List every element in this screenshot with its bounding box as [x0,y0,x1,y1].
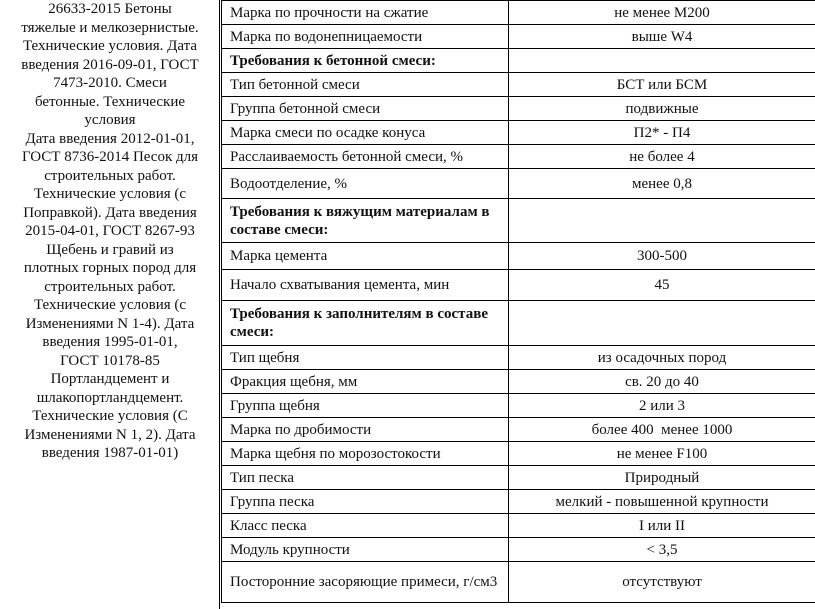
table-row [222,418,815,442]
table-row [222,73,815,97]
table-row [222,514,815,538]
table-row [222,370,815,394]
row-value: < 3,5 [509,538,815,562]
row-label: Группа щебня [222,394,509,418]
reference-standards-text: 26633-2015 Бетоны тяжелые и мелкозернистые. Технические условия. Дата введения 2016-09-01, ГОСТ 7473-2010. Смеси бетонные. Технические условия Дата введения 2012-01-01, ГОСТ 8736-2014 Песок для строительных работ. Технические условия (с Поправкой). Дата введения 2015-04-01, ГОСТ 8267-93 Щебень и гравий из плотных горных пород для строительных работ. Технические условия (с Изменениями N 1-4). Дата введения 1995-01-01, ГОСТ 10178-85 Портландцемент и шлакопортландцемент. Технические условия (С Изменениями N 1, 2). Дата введения 1987-01-01) [21,1,199,461]
row-value: выше W4 [509,25,815,49]
table-row [222,121,815,145]
table-row [222,97,815,121]
row-label: Фракция щебня, мм [222,370,509,394]
section-header-row [222,199,815,243]
row-value: не более 4 [509,145,815,169]
row-value: Природный [509,466,815,490]
row-value: П2* - П4 [509,121,815,145]
row-label: Группа бетонной смеси [222,97,509,121]
table-row [222,169,815,199]
row-value [509,49,815,73]
row-value: 45 [509,270,815,301]
row-value: подвижные [509,97,815,121]
requirements-table [221,0,815,603]
table-row [222,394,815,418]
row-value [509,199,815,243]
row-label: Тип щебня [222,346,509,370]
row-value: из осадочных пород [509,346,815,370]
table-row [222,243,815,270]
row-label: Водоотделение, % [222,169,509,199]
row-label: Марка по дробимости [222,418,509,442]
row-label: Тип бетонной смеси [222,73,509,97]
table-row [222,25,815,49]
row-value: 300-500 [509,243,815,270]
section-header-row [222,49,815,73]
row-label: Посторонние засоряющие примеси, г/см3 [222,562,509,603]
row-value: более 400 менее 1000 [509,418,815,442]
row-label: Марка по прочности на сжатие [222,1,509,25]
row-value: 2 или 3 [509,394,815,418]
table-row [222,538,815,562]
section-header-binders: Требования к вяжущим материалам в составе смеси: [222,199,509,243]
row-label: Модуль крупности [222,538,509,562]
row-label: Марка по водонепницаемости [222,25,509,49]
table-row [222,145,815,169]
reference-standards-cell [0,0,220,609]
row-label: Марка смеси по осадке конуса [222,121,509,145]
section-header-aggregates: Требования к заполнителям в составе смеси: [222,301,509,346]
section-header-row [222,301,815,346]
row-value: отсутствуют [509,562,815,603]
row-value: менее 0,8 [509,169,815,199]
row-value: не менее М200 [509,1,815,25]
row-label: Марка цемента [222,243,509,270]
table-row [222,1,815,25]
row-value [509,301,815,346]
row-label: Расслаиваемость бетонной смеси, % [222,145,509,169]
row-label: Тип песка [222,466,509,490]
row-value: мелкий - повышенной крупности [509,490,815,514]
row-label: Класс песка [222,514,509,538]
requirements-table-wrap [221,0,815,609]
row-label: Начало схватывания цемента, мин [222,270,509,301]
row-label: Группа песка [222,490,509,514]
row-value: БСТ или БСМ [509,73,815,97]
row-label: Марка щебня по морозостокости [222,442,509,466]
row-value: св. 20 до 40 [509,370,815,394]
row-value: не менее F100 [509,442,815,466]
table-row [222,346,815,370]
table-row [222,466,815,490]
table-row [222,442,815,466]
row-value: I или II [509,514,815,538]
section-header-concrete-mix: Требования к бетонной смеси: [222,49,509,73]
table-row [222,490,815,514]
table-row [222,562,815,603]
table-row [222,270,815,301]
